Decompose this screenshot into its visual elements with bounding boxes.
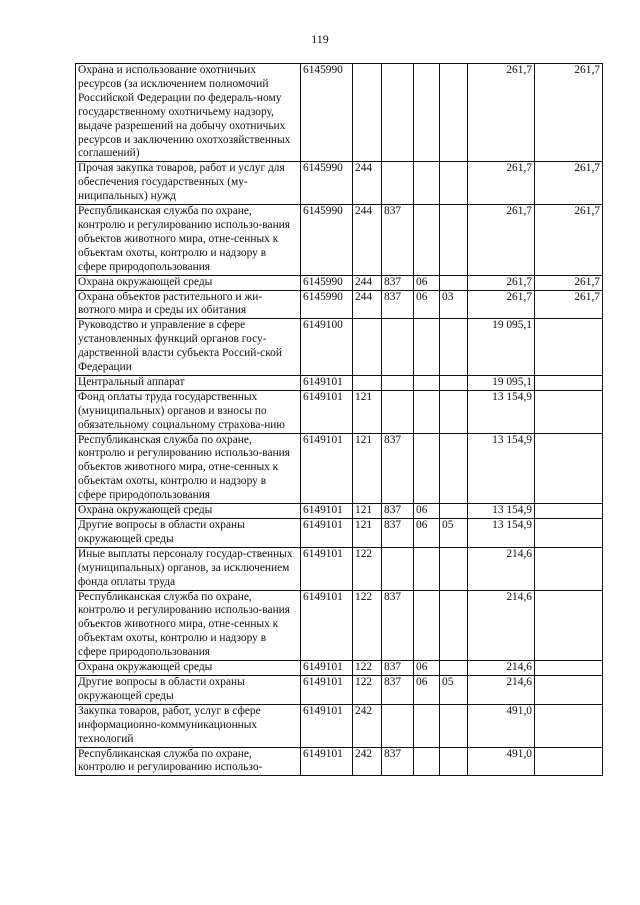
target-article-cell: 6149101 [301,433,353,504]
chief-administrator-cell: 837 [382,433,414,504]
amount-cell: 214,6 [468,547,535,590]
section-cell [414,747,440,776]
expense-name-cell: Руководство и управление в сфере установленных функций органов госу-дарственной власти субъекта Россий-ской Федерации [76,319,301,376]
subsection-cell [440,590,468,661]
expense-type-cell: 244 [353,290,382,319]
amount-cell: 261,7 [535,275,603,290]
amount-cell: 261,7 [468,205,535,276]
target-article-cell: 6145990 [301,205,353,276]
expense-name-cell: Прочая закупка товаров, работ и услуг для обеспечения государственных (му-ниципальных) нужд [76,162,301,205]
expense-name-cell: Другие вопросы в области охраны окружающей среды [76,675,301,704]
subsection-cell: 05 [440,519,468,548]
amount-cell: 261,7 [535,162,603,205]
target-article-cell: 6145990 [301,64,353,162]
table-row [76,547,603,590]
amount-cell: 13 154,9 [468,519,535,548]
target-article-cell: 6145990 [301,275,353,290]
amount-cell: 13 154,9 [468,504,535,519]
expense-name-cell: Центральный аппарат [76,375,301,390]
section-cell [414,590,440,661]
table-row [76,162,603,205]
amount-cell: 214,6 [468,675,535,704]
expense-name-cell: Фонд оплаты труда государственных (муниципальных) органов и взносы по обязательному социальному страхова-нию [76,390,301,433]
amount-cell [535,319,603,376]
chief-administrator-cell [382,64,414,162]
amount-cell [535,375,603,390]
table-body [76,64,603,776]
expense-name-cell: Охрана окружающей среды [76,275,301,290]
subsection-cell [440,547,468,590]
amount-cell: 214,6 [468,590,535,661]
expense-type-cell: 122 [353,675,382,704]
expense-name-cell: Иные выплаты персоналу государ-ственных (муниципальных) органов, за исключением фонда оплаты труда [76,547,301,590]
section-cell: 06 [414,519,440,548]
expense-name-cell: Республиканская служба по охране, контролю и регулированию использо-вания объектов животного мира, отне-сенных к объектам охоты, контролю и надзору в сфере природопользования [76,433,301,504]
expense-type-cell: 244 [353,162,382,205]
section-cell: 06 [414,504,440,519]
expense-type-cell: 122 [353,661,382,676]
expense-type-cell [353,64,382,162]
subsection-cell [440,390,468,433]
subsection-cell [440,433,468,504]
table-row [76,319,603,376]
table-row [76,661,603,676]
table-row [76,504,603,519]
amount-cell: 261,7 [468,290,535,319]
section-cell [414,205,440,276]
amount-cell [535,519,603,548]
amount-cell [535,390,603,433]
expense-name-cell: Закупка товаров, работ, услуг в сфере информационно-коммуникационных технологий [76,704,301,747]
amount-cell: 13 154,9 [468,433,535,504]
subsection-cell: 03 [440,290,468,319]
chief-administrator-cell: 837 [382,290,414,319]
expense-name-cell: Охрана окружающей среды [76,661,301,676]
expense-type-cell: 122 [353,590,382,661]
expense-type-cell [353,319,382,376]
subsection-cell [440,504,468,519]
expense-name-cell: Другие вопросы в области охраны окружающей среды [76,519,301,548]
section-cell [414,390,440,433]
table-row [76,205,603,276]
amount-cell [535,547,603,590]
amount-cell: 491,0 [468,747,535,776]
subsection-cell [440,319,468,376]
target-article-cell: 6149101 [301,547,353,590]
expense-type-cell: 121 [353,504,382,519]
chief-administrator-cell [382,162,414,205]
chief-administrator-cell [382,704,414,747]
chief-administrator-cell: 837 [382,590,414,661]
expense-name-cell: Республиканская служба по охране, контролю и регулированию использо-вания объектов животного мира, отне-сенных к объектам охоты, контролю и надзору в сфере природопользования [76,205,301,276]
expense-type-cell [353,375,382,390]
section-cell: 06 [414,290,440,319]
target-article-cell: 6145990 [301,162,353,205]
chief-administrator-cell: 837 [382,519,414,548]
target-article-cell: 6149101 [301,519,353,548]
table-row [76,747,603,776]
amount-cell: 261,7 [468,162,535,205]
target-article-cell: 6149101 [301,661,353,676]
amount-cell [535,590,603,661]
chief-administrator-cell: 837 [382,275,414,290]
expense-type-cell: 242 [353,747,382,776]
section-cell [414,547,440,590]
chief-administrator-cell: 837 [382,675,414,704]
target-article-cell: 6149101 [301,704,353,747]
expense-type-cell: 121 [353,390,382,433]
chief-administrator-cell [382,375,414,390]
amount-cell: 19 095,1 [468,375,535,390]
amount-cell: 13 154,9 [468,390,535,433]
section-cell: 06 [414,675,440,704]
amount-cell: 261,7 [468,64,535,162]
amount-cell [535,433,603,504]
amount-cell [535,661,603,676]
subsection-cell [440,375,468,390]
expense-type-cell: 242 [353,704,382,747]
expense-name-cell: Республиканская служба по охране, контролю и регулированию использо- [76,747,301,776]
amount-cell: 261,7 [535,205,603,276]
amount-cell: 19 095,1 [468,319,535,376]
expense-name-cell: Охрана окружающей среды [76,504,301,519]
section-cell [414,64,440,162]
table-row [76,433,603,504]
target-article-cell: 6149101 [301,675,353,704]
expense-name-cell: Охрана объектов растительного и жи-вотного мира и среды их обитания [76,290,301,319]
amount-cell [535,747,603,776]
table-row [76,390,603,433]
amount-cell: 261,7 [468,275,535,290]
table-row [76,290,603,319]
target-article-cell: 6145990 [301,290,353,319]
budget-table [75,63,603,776]
amount-cell: 491,0 [468,704,535,747]
page-number: 119 [311,32,329,46]
subsection-cell [440,205,468,276]
subsection-cell [440,64,468,162]
chief-administrator-cell [382,547,414,590]
expense-type-cell: 121 [353,433,382,504]
section-cell [414,433,440,504]
table-row [76,675,603,704]
table-row [76,590,603,661]
table-row [76,519,603,548]
target-article-cell: 6149101 [301,390,353,433]
target-article-cell: 6149101 [301,590,353,661]
chief-administrator-cell [382,319,414,376]
table-row [76,704,603,747]
chief-administrator-cell: 837 [382,205,414,276]
table-row [76,375,603,390]
section-cell [414,704,440,747]
amount-cell [535,504,603,519]
table-row [76,275,603,290]
subsection-cell [440,747,468,776]
expense-name-cell: Республиканская служба по охране, контролю и регулированию использо-вания объектов животного мира, отне-сенных к объектам охоты, контролю и надзору в сфере природопользования [76,590,301,661]
target-article-cell: 6149100 [301,319,353,376]
subsection-cell: 05 [440,675,468,704]
amount-cell: 261,7 [535,290,603,319]
section-cell [414,319,440,376]
subsection-cell [440,704,468,747]
amount-cell [535,675,603,704]
target-article-cell: 6149101 [301,747,353,776]
chief-administrator-cell: 837 [382,747,414,776]
chief-administrator-cell: 837 [382,504,414,519]
section-cell [414,162,440,205]
expense-type-cell: 244 [353,205,382,276]
chief-administrator-cell [382,390,414,433]
amount-cell: 214,6 [468,661,535,676]
table-row [76,64,603,162]
subsection-cell [440,162,468,205]
amount-cell: 261,7 [535,64,603,162]
chief-administrator-cell: 837 [382,661,414,676]
subsection-cell [440,661,468,676]
expense-name-cell: Охрана и использование охотничьих ресурсов (за исключением полномочий Российской Федерации по федераль-ному государственному охотничьему надзору, выдаче разрешений на добычу охотничьих ресурсов и заключению охотхозяйственных соглашений) [76,64,301,162]
expense-type-cell: 121 [353,519,382,548]
target-article-cell: 6149101 [301,504,353,519]
section-cell: 06 [414,275,440,290]
subsection-cell [440,275,468,290]
section-cell [414,375,440,390]
expense-type-cell: 244 [353,275,382,290]
amount-cell [535,704,603,747]
section-cell: 06 [414,661,440,676]
target-article-cell: 6149101 [301,375,353,390]
expense-type-cell: 122 [353,547,382,590]
